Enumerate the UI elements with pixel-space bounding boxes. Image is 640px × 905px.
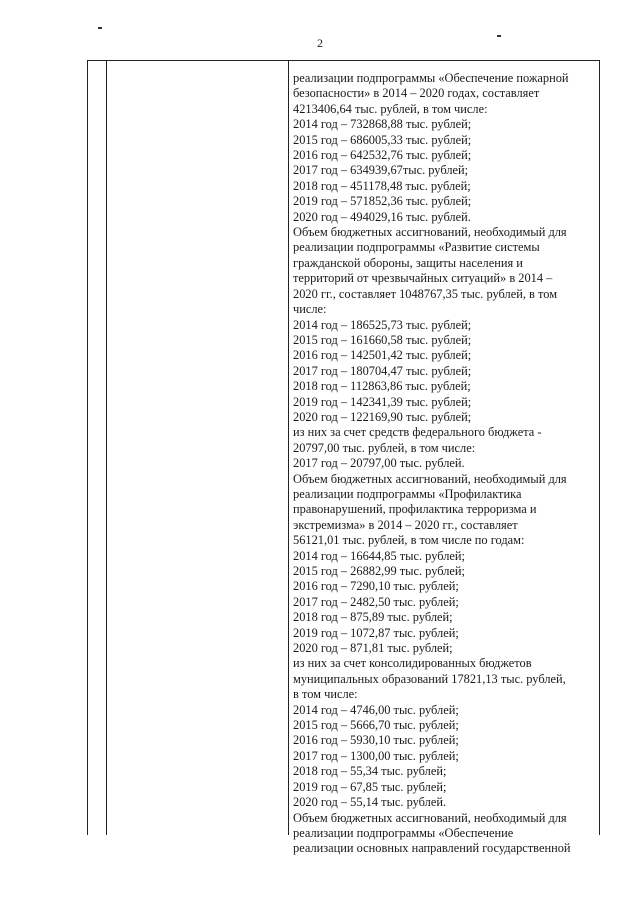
scan-speck bbox=[497, 35, 501, 37]
text-line: 2015 год – 26882,99 тыс. рублей; bbox=[293, 564, 465, 578]
text-line: 2018 год – 875,89 тыс. рублей; bbox=[293, 610, 453, 625]
text-line: 2017 год – 20797,00 тыс. рублей. bbox=[293, 456, 465, 471]
text-line: 2014 год – 732868,88 тыс. рублей; bbox=[293, 117, 472, 132]
text-line: из них за счет консолидированных бюджетов bbox=[293, 656, 532, 671]
text-line: 2019 год – 571852,36 тыс. рублей; bbox=[293, 194, 472, 209]
document-table bbox=[87, 60, 600, 856]
text-line: муниципальных образований 17821,13 тыс. рублей, bbox=[293, 671, 566, 686]
text-line: территорий от чрезвычайных ситуаций» в 2014 – bbox=[293, 271, 553, 286]
text-line: 2015 год – 5666,70 тыс. рублей; bbox=[293, 718, 459, 733]
text-line: 2016 год – 5930,10 тыс. рублей; bbox=[293, 733, 459, 748]
text-line: 2020 год – 122169,90 тыс. рублей; bbox=[293, 409, 472, 424]
text-line: 2018 год – 112863,86 тыс. рублей; bbox=[293, 379, 471, 394]
text-line: 2018 год – 451178,48 тыс. рублей; bbox=[293, 178, 471, 193]
text-line: 2019 год – 142341,39 тыс. рублей; bbox=[293, 394, 472, 409]
text-line: 2020 год – 494029,16 тыс. рублей. bbox=[293, 209, 471, 224]
text-line: 2014 год – 16644,85 тыс. рублей; bbox=[293, 548, 465, 563]
text-line: в том числе: bbox=[293, 687, 358, 702]
text-line: 2014 год – 4746,00 тыс. рублей; bbox=[293, 702, 459, 717]
text-line: гражданской обороны, защиты населения и bbox=[293, 255, 523, 270]
page-number: 2 bbox=[317, 36, 323, 50]
text-line: 2017 год – 1300,00 тыс. рублей; bbox=[293, 748, 459, 763]
text-line: реализации подпрограммы «Развитие системы bbox=[293, 240, 540, 255]
table-column-divider bbox=[288, 61, 289, 835]
text-line: 2016 год – 142501,42 тыс. рублей; bbox=[293, 348, 472, 363]
text-line: реализации подпрограммы «Обеспечение пожарной bbox=[293, 71, 569, 85]
text-line: числе: bbox=[293, 302, 327, 317]
text-line: 2018 год – 55,34 тыс. рублей; bbox=[293, 764, 447, 779]
text-line: экстремизма» в 2014 – 2020 гг., составляет bbox=[293, 517, 518, 532]
text-line: 2014 год – 186525,73 тыс. рублей; bbox=[293, 317, 472, 332]
text-line: 2019 год – 1072,87 тыс. рублей; bbox=[293, 625, 459, 640]
text-line: 2020 год – 871,81 тыс. рублей; bbox=[293, 641, 453, 656]
text-line: 2019 год – 67,85 тыс. рублей; bbox=[293, 779, 447, 794]
text-line: 2016 год – 7290,10 тыс. рублей; bbox=[293, 579, 459, 594]
text-line: 2015 год – 686005,33 тыс. рублей; bbox=[293, 132, 472, 147]
text-line: 2016 год – 642532,76 тыс. рублей; bbox=[293, 148, 472, 163]
text-line: 2015 год – 161660,58 тыс. рублей; bbox=[293, 332, 472, 347]
text-line: реализации подпрограммы «Профилактика bbox=[293, 486, 522, 501]
text-line: Объем бюджетных ассигнований, необходимый для bbox=[293, 471, 567, 486]
text-line: Объем бюджетных ассигнований, необходимый для bbox=[293, 225, 567, 240]
text-line: 2017 год – 2482,50 тыс. рублей; bbox=[293, 594, 459, 609]
text-line: правонарушений, профилактика терроризма и bbox=[293, 502, 537, 517]
scan-speck bbox=[98, 27, 102, 29]
text-line: 2017 год – 180704,47 тыс. рублей; bbox=[293, 363, 472, 378]
text-line: 56121,01 тыс. рублей, в том числе по годам: bbox=[293, 533, 525, 548]
text-line: Объем бюджетных ассигнований, необходимый для bbox=[293, 810, 567, 825]
text-line: 2020 гг., составляет 1048767,35 тыс. рублей, в том bbox=[293, 286, 558, 301]
text-line: безопасности» в 2014 – 2020 годах, составляет bbox=[293, 86, 540, 101]
text-line: 2020 год – 55,14 тыс. рублей. bbox=[293, 795, 447, 810]
text-line: реализации основных направлений государственной bbox=[293, 841, 571, 856]
text-line: 2017 год – 634939,67тыс. рублей; bbox=[293, 163, 469, 178]
text-line: 20797,00 тыс. рублей, в том числе: bbox=[293, 440, 476, 455]
table-cell-content bbox=[293, 71, 596, 857]
table-column-divider bbox=[106, 61, 107, 835]
text-line: 4213406,64 тыс. рублей, в том числе: bbox=[293, 101, 488, 116]
text-line: реализации подпрограммы «Обеспечение bbox=[293, 825, 514, 840]
text-line: из них за счет средств федерального бюджета - bbox=[293, 425, 542, 440]
